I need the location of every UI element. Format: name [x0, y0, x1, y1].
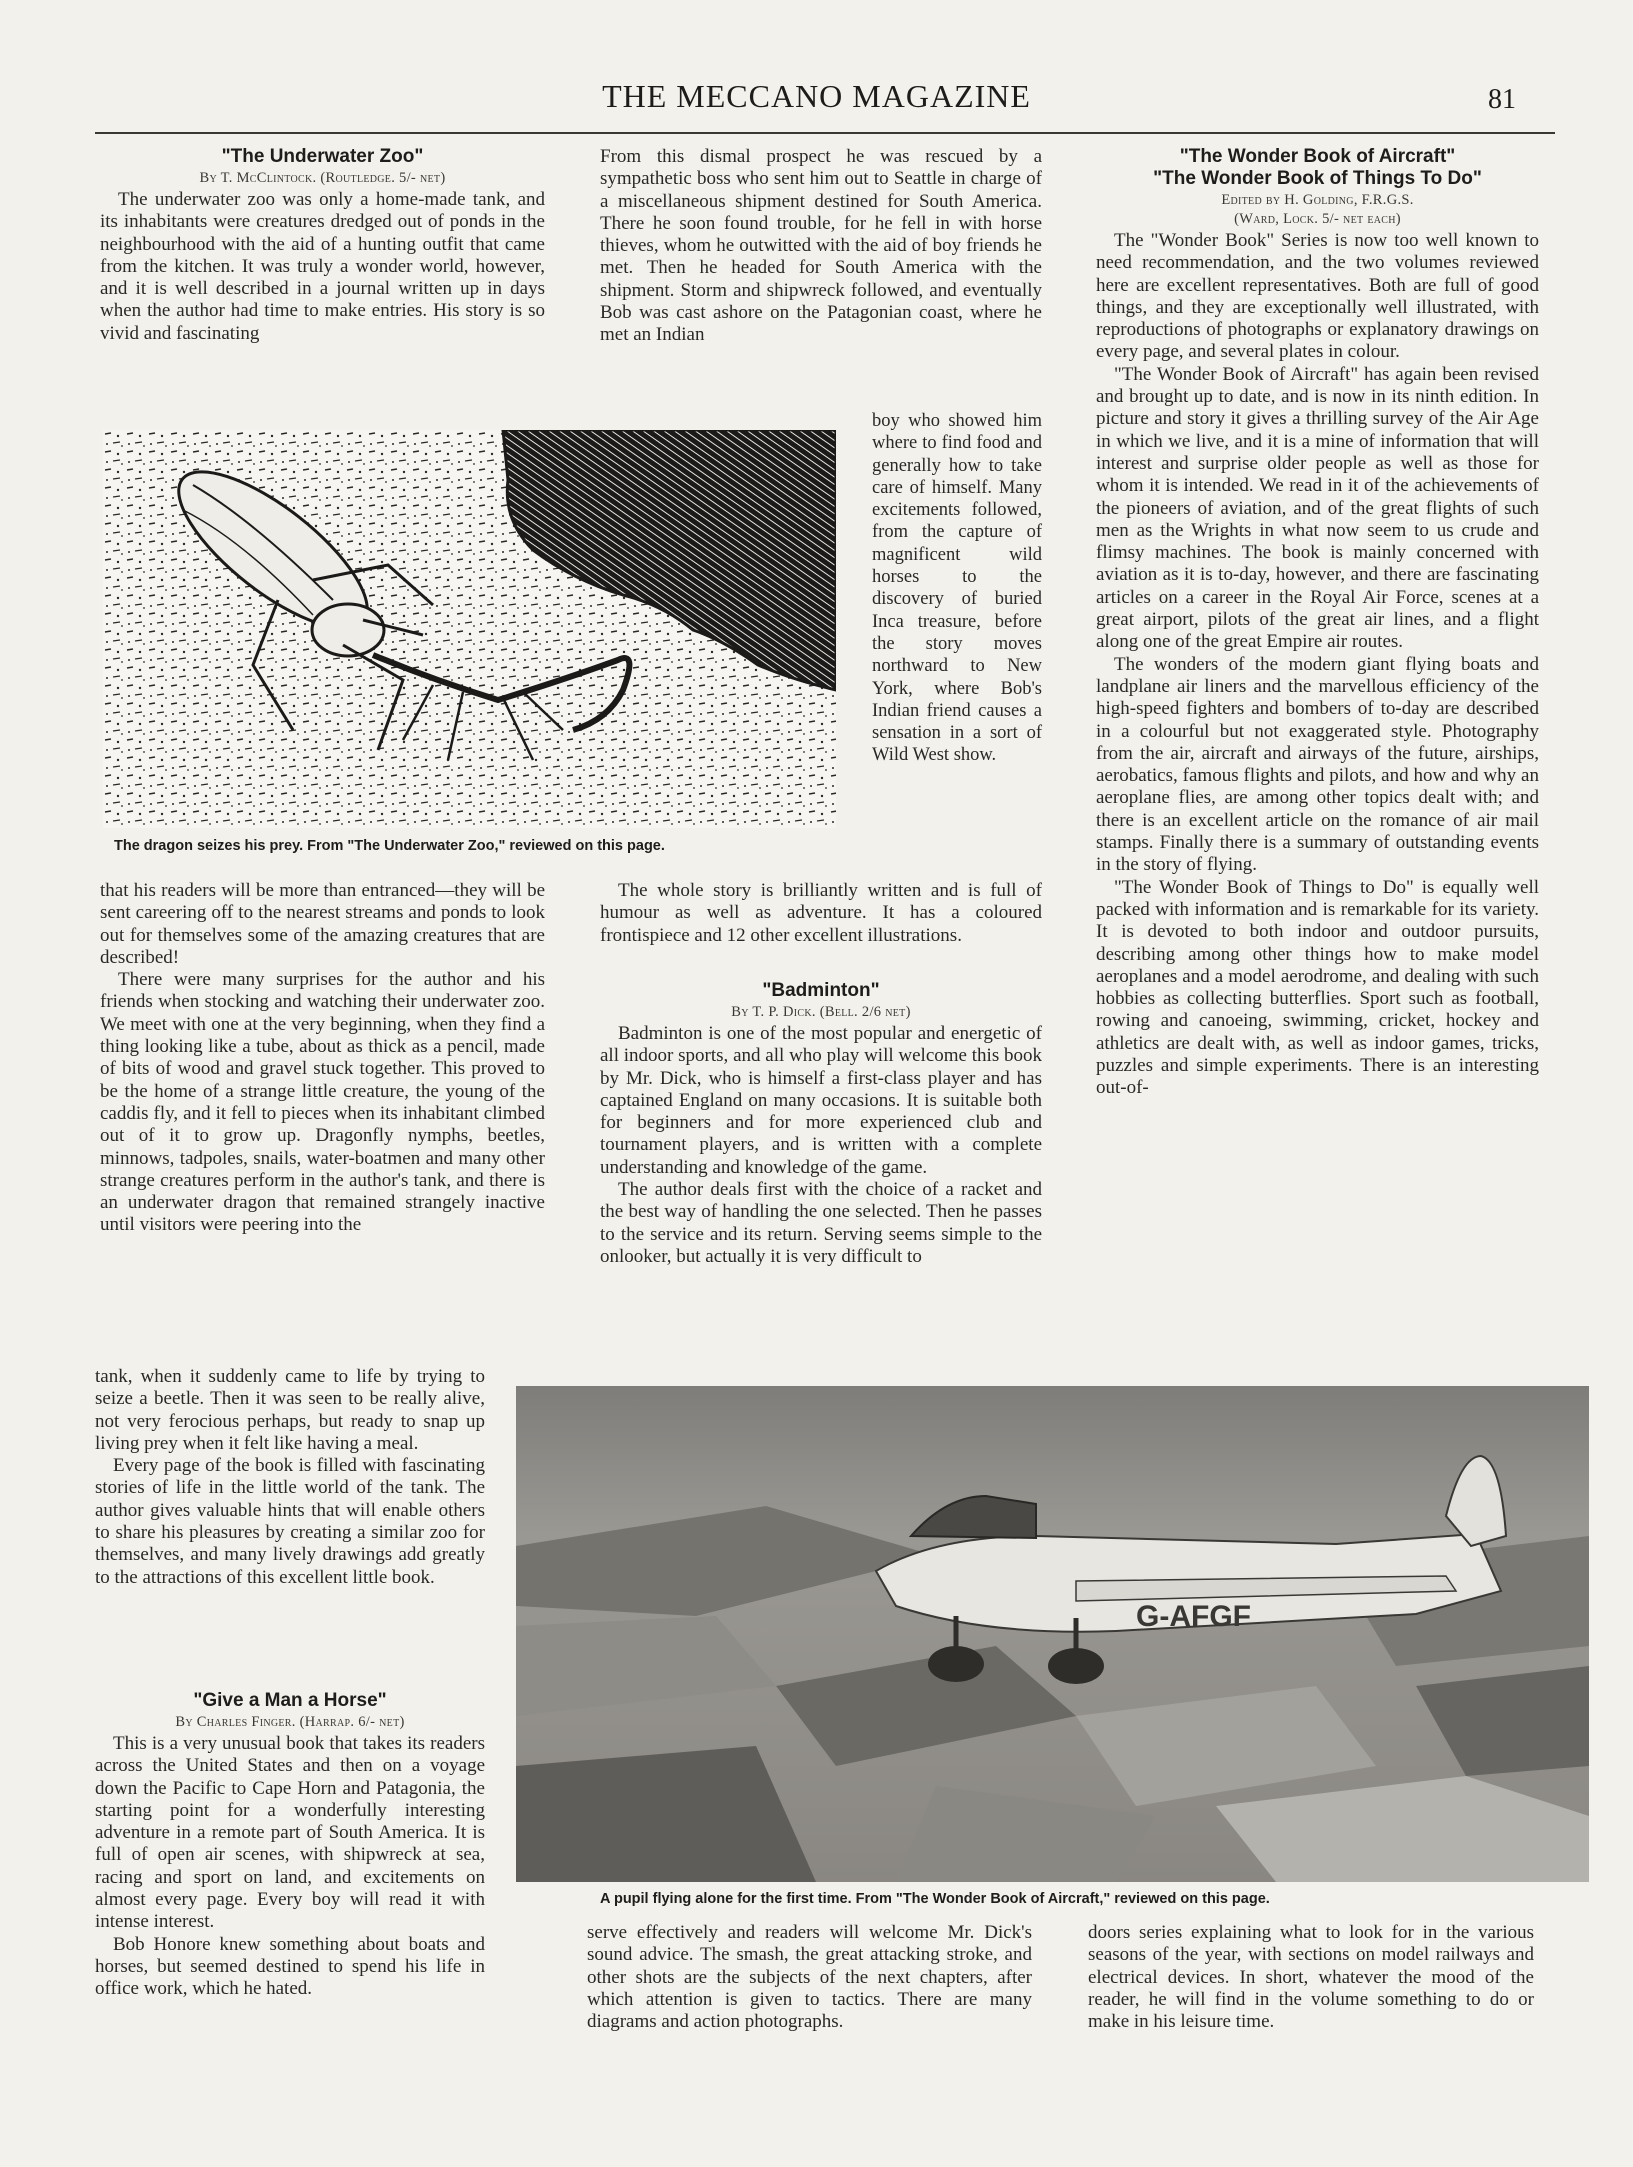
wonder-books-review-continued — [1088, 1922, 1534, 2033]
underwater-zoo-para1: The underwater zoo was only a home-made tank, and its inhabitants were creatures dredged out of ponds in the neighbourhood with the aid of a hunting outfit that came from the kitchen. It was truly a wonder world, however, and it is well described in a journal written up in days when the author had time to make entries. His story is so vivid and fascinating — [100, 189, 545, 344]
dragon-illustration — [103, 430, 836, 828]
badminton-review-continued — [587, 1922, 1032, 2033]
give-a-man-a-horse-para1: This is a very unusual book that takes its readers across the United States and then on a voyage down the Pacific to Cape Horn and Patagonia, the starting point for a wonderfully interesting adventure in a remote part of South America. It is full of open air scenes, with shipwreck at sea, racing and sport on land, and excitements on almost every page. Every boy will read it with intense interest. — [95, 1733, 485, 1933]
give-a-man-a-horse-byline: By Charles Finger. (Harrap. 6/- net) — [175, 1714, 405, 1730]
badminton-para2: The author deals first with the choice of a racket and the best way of handling the one selected. Then he passes to the service and its return. Serving seems simple to the onlooker, but actually it is very difficult to — [600, 1179, 1042, 1267]
aircraft-photo — [516, 1386, 1589, 1882]
header-rule — [95, 132, 1555, 134]
underwater-zoo-title: "The Underwater Zoo" — [221, 146, 424, 167]
wonder-book-aircraft-title: "The Wonder Book of Aircraft" — [1179, 146, 1456, 167]
badminton-title: "Badminton" — [762, 980, 880, 1001]
underwater-zoo-para2: There were many surprises for the author and his friends when stocking and watching their underwater zoo. We meet with one at the very beginning, when they find a thing looking like a tube, about as thick as a pencil, made of bits of wood and gravel stuck together. This proved to be the home of a strange little creature, the young of the caddis fly, and it fell to pieces when its inhabitant climbed out of it to grow up. Dragonfly nymphs, beetles, minnows, tadpoles, snails, water-boatmen and many other strange creatures perform in the author's tank, and there is an underwater dragon that remained strangely inactive until visitors were peering into the — [100, 969, 545, 1236]
badminton-byline: By T. P. Dick. (Bell. 2/6 net) — [731, 1004, 911, 1020]
underwater-zoo-para2-continued: tank, when it suddenly came to life by trying to seize a beetle. Then it was seen to be really alive, not very ferocious perhaps, but ready to snap up living prey when it felt like having a meal. — [95, 1366, 485, 1454]
give-a-man-a-horse-col2-narrow — [872, 410, 1042, 767]
page-number: 81 — [1488, 84, 1516, 115]
underwater-zoo-para1-continued: that his readers will be more than entranced—they will be sent careering off to the nearest streams and ponds to look out for themselves some of the amazing creatures that are described! — [100, 880, 545, 968]
photo-caption: A pupil flying alone for the first time. From "The Wonder Book of Aircraft," reviewed on this page. — [600, 1891, 1270, 1907]
wonder-book-things-title: "The Wonder Book of Things To Do" — [1153, 168, 1482, 189]
wonder-books-para1: The "Wonder Book" Series is now too well known to need recommendation, and the two volumes reviewed here are excellent representatives. Both are full of good things, and they are exceptionally well illustrated, with reproductions of photographs or explanatory drawings on every page, and several plates in colour. — [1096, 230, 1539, 363]
badminton-para1: Badminton is one of the most popular and energetic of all indoor sports, and all who play will welcome this book by Mr. Dick, who is himself a first-class player and has captained England on many occasions. It is suitable both for beginners and for more experienced club and tournament players, and is written with a complete understanding and knowledge of the game. — [600, 1023, 1042, 1178]
underwater-zoo-para3: Every page of the book is filled with fascinating stories of life in the little world of the tank. The author gives valuable hints that will enable others to share his pleasures by creating a similar zoo for themselves, and many lively drawings add greatly to the attractions of this excellent little book. — [95, 1455, 485, 1588]
give-a-man-a-horse-col2-end — [600, 880, 1042, 947]
dragon-drawing — [103, 430, 836, 828]
wonder-books-review — [1096, 146, 1539, 1100]
give-a-man-a-horse-col2-para1: From this dismal prospect he was rescued by a sympathetic boss who sent him out to Seattle in charge of a miscellaneous shipment destined for South America. There he soon found trouble, for he fell in with horse thieves, whom he outwitted with the aid of boy friends he met. Then he headed for South America with the shipment. Storm and shipwreck followed, and eventually Bob was cast ashore on the Patagonian coast, where he met an Indian — [600, 146, 1042, 346]
wonder-books-para4-continued: doors series explaining what to look for in the various seasons of the year, with sections on model railways and electrical devices. In short, whatever the mood of the reader, he will find in the volume something to do or make in his leisure time. — [1088, 1922, 1534, 2033]
give-a-man-a-horse-review — [95, 1690, 485, 2001]
give-a-man-a-horse-col2-para2: The whole story is brilliantly written and is full of humour as well as adventure. It has a coloured frontispiece and 12 other excellent illustrations. — [600, 880, 1042, 946]
underwater-zoo-review-end — [95, 1366, 485, 1589]
underwater-zoo-review-top — [100, 146, 545, 345]
badminton-review — [600, 980, 1042, 1268]
give-a-man-a-horse-col2-para1-continued: boy who showed him where to find food and generally how to take care of himself. Many excitements followed, from the capture of magnificent wild horses to the discovery of buried Inca treasure, before the story moves northward to New York, where Bob's Indian friend causes a sensation in a sort of Wild West show. — [872, 411, 1042, 766]
wonder-books-para4: "The Wonder Book of Things to Do" is equally well packed with information and is remarkable for its variety. It is devoted to both indoor and outdoor pursuits, describing among other things how to make model aeroplanes and a model aerodrome, and dealing with such hobbies as collecting butterflies. Sport such as football, rowing and canoeing, swimming, cricket, hockey and athletics are dealt with, as well as indoor games, tricks, puzzles and simple experiments. There is an interesting out-of- — [1096, 876, 1539, 1099]
badminton-para2-continued: serve effectively and readers will welcome Mr. Dick's sound advice. The smash, the great attacking stroke, and other shots are the subjects of the next chapters, after which attention is given to tactics. There are many diagrams and action photographs. — [587, 1922, 1032, 2033]
illustration-caption: The dragon seizes his prey. From "The Underwater Zoo," reviewed on this page. — [114, 838, 665, 854]
give-a-man-a-horse-col2-top — [600, 146, 1042, 347]
aircraft-registration: G-AFGF — [1136, 1600, 1251, 1633]
wonder-books-para2: "The Wonder Book of Aircraft" has again been revised and brought up to date, and is now in its ninth edition. In picture and story it gives a thrilling survey of the Air Age in which we live, and it is a mine of information that will interest and surprise older people as well as those for whom it is intended. We read in it of the achievements of the pioneers of aviation, and of the great flights of such men as the Wrights in what now seem to us crude and flimsy machines. The book is mainly concerned with aviation as it is to-day, however, and there are fascinating articles on a career in the Royal Air Force, scenes at a great airport, pilots of the great air lines, and a flight along one of the great Empire air routes. — [1096, 363, 1539, 653]
wonder-books-publisher: (Ward, Lock. 5/- net each) — [1234, 211, 1401, 227]
give-a-man-a-horse-title: "Give a Man a Horse" — [193, 1690, 387, 1711]
magazine-title: THE MECCANO MAGAZINE — [602, 78, 1031, 114]
wonder-books-editor: Edited by H. Golding, F.R.G.S. — [1221, 192, 1414, 208]
aircraft-photo-image — [516, 1386, 1589, 1882]
underwater-zoo-review-continued — [100, 880, 545, 1237]
wonder-books-para3: The wonders of the modern giant flying boats and landplane air liners and the marvellous efficiency of the high-speed fighters and bombers of to-day are described in a colourful but not exaggerated style. Photography from the air, aircraft and airways of the future, airships, aerobatics, famous flights and pilots, and how and why an aeroplane flies, are among other topics dealt with; and there is an excellent article on the romance of air mail stamps. Finally there is a summary of outstanding events in the story of flying. — [1096, 653, 1539, 876]
underwater-zoo-byline: By T. McClintock. (Routledge. 5/- net) — [199, 170, 446, 186]
give-a-man-a-horse-para2: Bob Honore knew something about boats and horses, but seemed destined to spend his life in office work, which he hated. — [95, 1933, 485, 2000]
